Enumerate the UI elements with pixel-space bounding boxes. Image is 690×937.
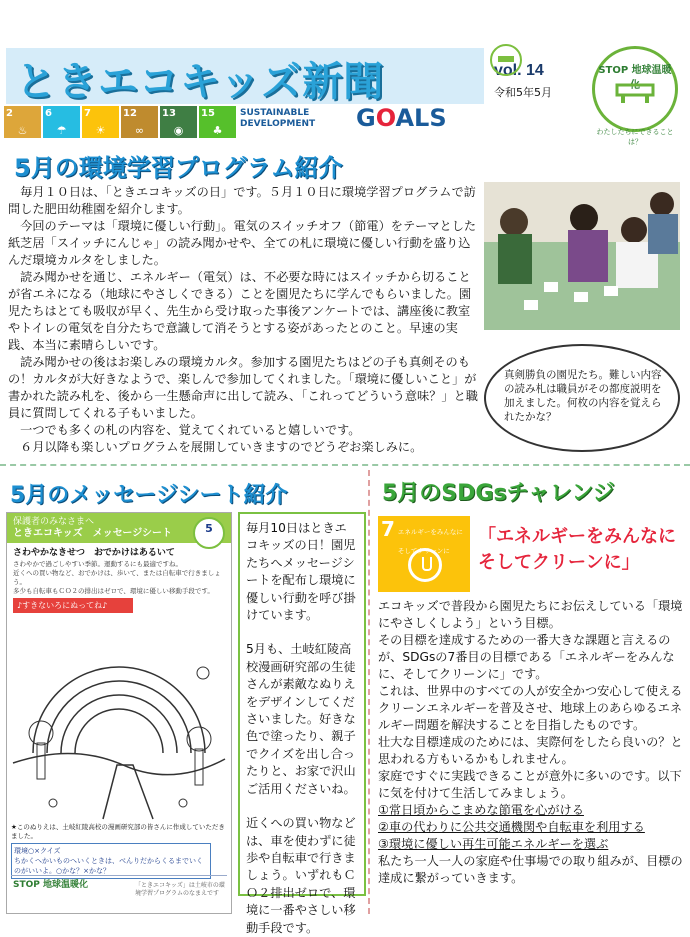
sheet-recipient: 保護者のみなさまへ xyxy=(13,517,95,527)
sheet-text: 近くへの買い物など、おでかけは、歩いて、または自転車で行きましょう。 xyxy=(13,569,221,586)
sdg-paragraph: エコキッズで普段から園児たちにお伝えしている「環境にやさしくしよう」という目標。 xyxy=(378,599,683,630)
small-stop-badge-icon xyxy=(490,44,522,76)
sdg-tile-icon: ∞ xyxy=(134,124,145,137)
coloring-drawing xyxy=(13,643,225,819)
sdg-tile-icon: ♣ xyxy=(212,124,223,137)
sdg-section-heading: 5月のSDGsチャレンジ xyxy=(382,481,615,506)
sdg-goal-tile xyxy=(160,106,197,138)
sdg-tile-number: 2 xyxy=(6,108,13,119)
sdg-paragraph: その目標を達成するための一番大きな課題と言えるのが、SDGsの7番目の目標である「エネルギーをみんなに、そしてクリーンに」です。 xyxy=(378,633,675,681)
sdg-action: ②車の代わりに公共交通機関や自転車を利用する xyxy=(378,820,645,834)
children-playing-karuta-photo xyxy=(484,182,680,330)
sdg-goal-tile xyxy=(82,106,119,138)
quiz-title: 環境○×クイズ xyxy=(14,847,61,855)
message-section-heading: 5月のメッセージシート紹介 xyxy=(10,483,288,508)
sdg-icon-strip xyxy=(4,106,238,138)
sdg-tile-number: 13 xyxy=(162,108,176,119)
goal-number: 7 xyxy=(381,517,395,541)
sdg-paragraph: 壮大な目標達成のためには、実際何をしたら良いの？と思われる方もいるかもしれません。 xyxy=(378,735,683,766)
vertical-divider xyxy=(368,470,370,914)
sdg-tile-icon: ☂ xyxy=(56,124,67,137)
month-badge: 5 xyxy=(193,517,225,549)
masthead-banner xyxy=(6,48,484,104)
quiz-question: ちかくへかいものへいくときは、べんりだからくるまでいくのがいいよ。○かな？×かな？ xyxy=(14,857,203,875)
article-paragraph: 一つでも多くの札の内容を、覚えてくれていると嬉しいです。 xyxy=(8,423,361,437)
article-paragraph: 今回のテーマは「環境に優しい行動」。電気のスイッチオフ（節電）をテーマとした紙芝居「スイッチにんじゃ」の読み聞かせや、全ての札に環境に優しい行動を盛り込んだ環境カルタをしました。 xyxy=(8,219,477,267)
coloring-label: ♪すきないろにぬってね♪ xyxy=(13,598,133,613)
message-sheet-description xyxy=(238,512,366,935)
sheet-stop-logo: STOP 地球温暖化 xyxy=(13,880,89,890)
sheet-credit-note: ★このぬりえは、土岐紅陵高校の漫画研究部の皆さんに作成していただきました。 xyxy=(11,823,225,840)
sheet-text: さわやかで過ごしやすい季節。運動するにも最適ですね。 xyxy=(13,560,182,568)
sdg-tile-number: 12 xyxy=(123,108,137,119)
sdg-paragraph: 家庭ですぐに実践できることが意外に多いのです。以下に気を付けて生活してみましょう。 xyxy=(378,769,682,800)
sdg-goal-tile xyxy=(43,106,80,138)
photo-caption-bubble: 真剣勝負の園児たち。難しい内容の読み札は職員がその都度説明を加えました。何枚の内容を覚えられたかな？ xyxy=(484,344,680,452)
goals-o-wheel-icon: O xyxy=(375,104,396,132)
message-paragraph: 5月も、土岐紅陵高校漫画研究部の生徒さんが素敵なぬりえをデザインしてくださいました。好きな色で塗ったり、親子でクイズを出し合ったりと、お家で沢山ご活用くださいね。 xyxy=(246,642,356,796)
sdg-body-text xyxy=(378,598,684,887)
main-article-body xyxy=(8,184,478,456)
sdg-tile-icon: ☀ xyxy=(95,124,106,137)
stop-global-warming-badge xyxy=(592,46,678,146)
article-paragraph: ６月以降も楽しいプログラムを展開していきますのでどうぞお楽しみに。 xyxy=(8,440,423,454)
sdg-goal-title xyxy=(478,524,676,576)
sdg-action: ①常日頃からこまめな節電を心がける xyxy=(378,803,584,817)
sheet-text: 多少も自転車もＣＯ２の排出はゼロで、環境に優しい移動手段です。 xyxy=(13,587,214,595)
main-article-heading: 5月の環境学習プログラム紹介 xyxy=(14,154,343,182)
sdg-goal-tile xyxy=(4,106,41,138)
stop-badge-subtitle: わたしたちにできることは？ xyxy=(596,128,674,146)
goals-wordmark xyxy=(356,104,447,132)
sofa-icon xyxy=(613,79,657,105)
article-paragraph: 読み聞かせの後はお楽しみの環境カルタ。参加する園児たちはどの子も真剣そのもの！カルタが大好きなようで、楽しんで参加してくれました。「環境に優しいこと」が書かれた読み札を、後から一生懸命声に出して読み、「これってどういう意味？」と職員に質問してくれる子もいました。 xyxy=(8,355,478,420)
message-paragraph: 近くへの買い物などは、車を使わずに徒歩や自転車で行きましょう。いずれもＣＯ２排出ゼロで、環境に一番やさしい移動手段です。 xyxy=(246,816,356,935)
horizontal-divider xyxy=(0,464,690,466)
goals-als: ALS xyxy=(395,104,447,132)
sheet-footer xyxy=(11,875,227,909)
sdg-tile-number: 6 xyxy=(45,108,52,119)
sheet-slogan: さわやかなきせつ おでかけはあるいて xyxy=(13,548,175,558)
sdg-goal-tile xyxy=(121,106,158,138)
volume-number: vol. 14 xyxy=(494,62,544,79)
sdg-title-line1: 「エネルギーをみんなに xyxy=(478,526,676,547)
article-paragraph: 読み聞かせを通じ、エネルギー（電気）は、不必要な時にはスイッチから切ることが省エネになる（地球にやさしくできる）ことを園児たちに学んでもらいました。園児たちはとても吸収が早く、先生から受け取った事後アンケートでは、講座後に教室やトイレの電気を自分たちで意識して消そうとする姿があったとのこと。早速の実践、本当に素晴らしいです。 xyxy=(8,270,472,352)
sheet-quiz-box xyxy=(11,843,211,879)
newspaper-title: ときエコキッズ新聞 xyxy=(16,59,385,105)
issue-date: 令和5年5月 xyxy=(494,86,552,99)
sdg-goal7-icon xyxy=(378,516,470,592)
sheet-title: ときエコキッズ メッセージシート xyxy=(13,528,172,539)
article-paragraph: 毎月１０日は、「ときエコキッズの日」です。５月１０日に環境学習プログラムで訪問した肥田幼稚園を紹介します。 xyxy=(8,185,476,216)
message-paragraph: 毎月10日はときエコキッズの日！園児たちへメッセージシートを配布し環境に優しい行動を呼び掛けています。 xyxy=(246,521,356,623)
sdg-tile-icon: ◉ xyxy=(173,124,184,137)
sdg-logo-text xyxy=(240,108,315,130)
sdg-paragraph: これは、世界中のすべての人が安全かつ安心して使えるクリーンエネルギーを普及させ、地球上のあらゆるエネルギー問題を解決することを目指したものです。 xyxy=(378,684,683,732)
sdg-goal-tile xyxy=(199,106,236,138)
sdg-closing: 私たち一人一人の家庭や仕事場での取り組みが、目標の達成に繋がっていきます。 xyxy=(378,854,683,885)
sdg-tile-icon: ♨ xyxy=(17,124,28,137)
sdg-tile-number: 7 xyxy=(84,108,91,119)
sheet-brand-text: 「ときエコキッズ」は土岐市の環境学習プログラムのなまえです xyxy=(135,882,225,897)
goals-g: G xyxy=(356,104,376,132)
sdg-logo-line2: DEVELOPMENT xyxy=(240,119,316,129)
sdg-title-line2: そしてクリーンに」 xyxy=(478,552,640,573)
stop-badge-title: STOP 地球温暖化 xyxy=(598,65,672,91)
sdg-logo-line1: SUSTAINABLE xyxy=(240,108,310,118)
sdg-action: ③環境に優しい再生可能エネルギーを選ぶ xyxy=(378,837,609,851)
power-sun-icon xyxy=(408,548,442,582)
message-sheet-image xyxy=(6,512,232,914)
sdg-tile-number: 15 xyxy=(201,108,215,119)
goal-label: エネルギーをみんなに そしてクリーンに xyxy=(397,528,463,555)
